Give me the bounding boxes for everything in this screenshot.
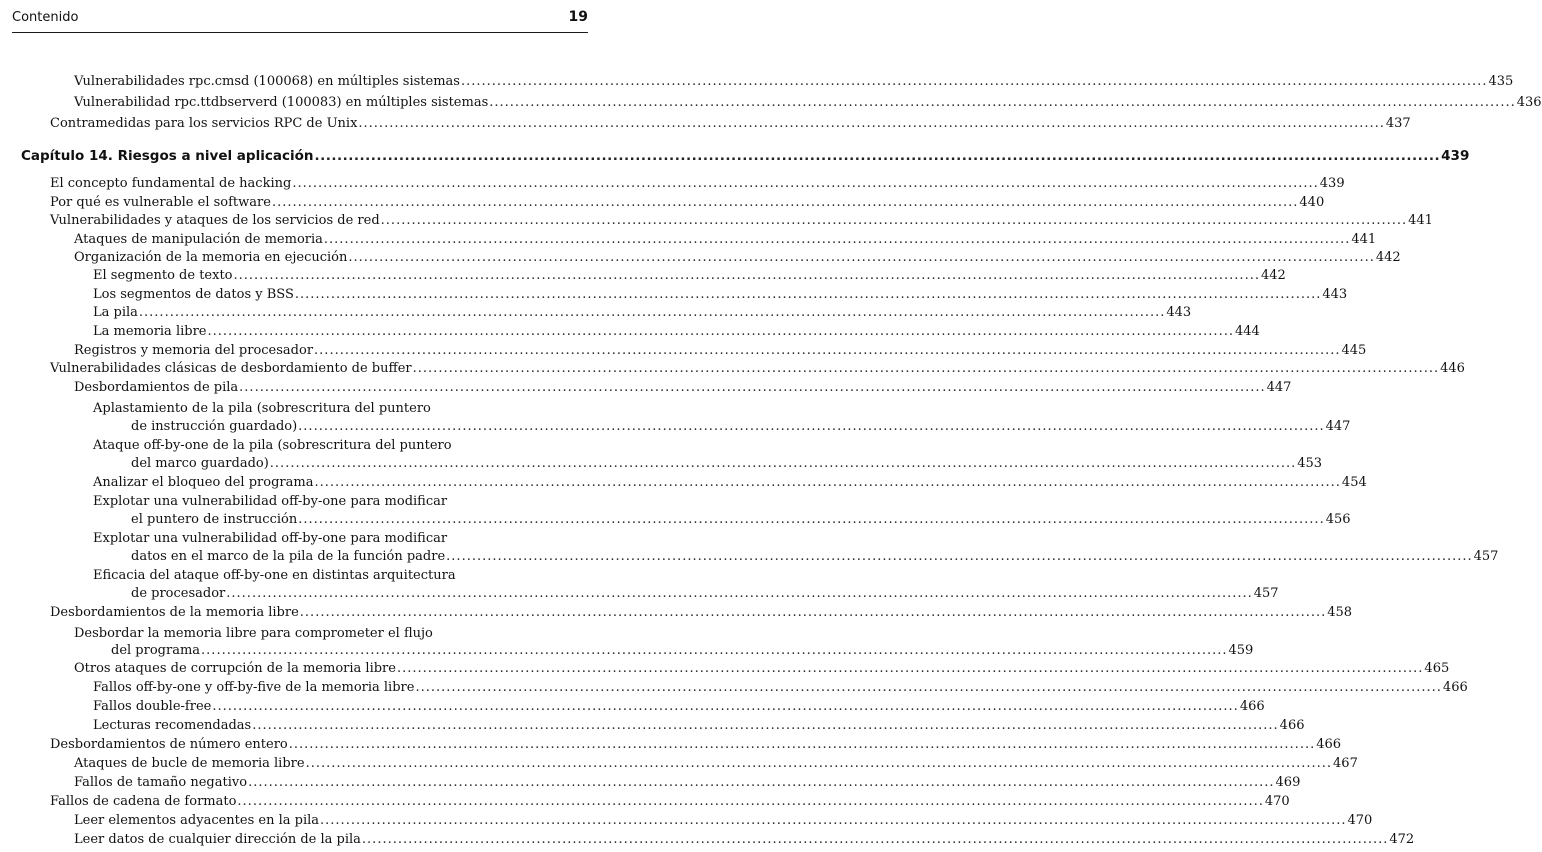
- toc-entry-title: Los segmentos de datos y BSS: [93, 287, 294, 302]
- toc-entry-title: Ataques de bucle de memoria libre: [74, 756, 305, 771]
- toc-entry-page: 444: [1234, 324, 1260, 339]
- toc-leader-dots: ........................................................................................................................................................................................................: [233, 268, 1260, 283]
- toc-entry-page: 446: [1440, 361, 1465, 376]
- toc-leader-dots: ........................................................................................................................................................................................................: [305, 756, 1333, 771]
- toc-entry: [93, 268, 1286, 283]
- toc-entry: [74, 813, 1373, 828]
- toc-entry-page: 466: [1279, 718, 1305, 733]
- toc-leader-dots: ........................................................................................................................................................................................................: [460, 74, 1488, 89]
- toc-entry-line2: [131, 549, 1499, 564]
- toc-entry-title: Leer datos de cualquier dirección de la pila: [74, 832, 361, 847]
- toc-entry-page: 443: [1166, 305, 1192, 320]
- toc-leader-dots: ........................................................................................................................................................................................................: [138, 305, 1166, 320]
- toc-leader-dots: ........................................................................................................................................................................................................: [269, 456, 1297, 471]
- toc-entry-title: Fallos de cadena de formato: [50, 794, 237, 809]
- toc-entry-title: Fallos double-free: [93, 699, 212, 714]
- toc-entry-line2: [131, 456, 1323, 471]
- toc-leader-dots: ........................................................................................................................................................................................................: [358, 116, 1385, 131]
- toc-entry-title: Contramedidas para los servicios RPC de Unix: [50, 116, 358, 131]
- toc-entry-title: Explotar una vulnerabilidad off-by-one para modificar: [93, 494, 448, 509]
- toc-entry-title: Fallos de tamaño negativo: [74, 775, 248, 790]
- toc-entry-title: El concepto fundamental de hacking: [50, 176, 292, 191]
- toc-entry-page: 457: [1253, 586, 1279, 601]
- toc-entry-page: 439: [1319, 176, 1345, 191]
- toc-leader-dots: ........................................................................................................................................................................................................: [298, 512, 1325, 527]
- toc-entry-title-continued: del programa: [111, 643, 201, 658]
- toc-leader-dots: ........................................................................................................................................................................................................: [489, 95, 1516, 110]
- toc-leader-dots: ........................................................................................................................................................................................................: [271, 195, 1299, 210]
- toc-entry: [50, 605, 1353, 620]
- toc-entry: [50, 116, 1411, 131]
- toc-entry-page: 465: [1424, 661, 1450, 676]
- toc-entry-page: 447: [1325, 419, 1351, 434]
- toc-entry-title: Vulnerabilidades rpc.cmsd (100068) en múltiples sistemas: [74, 74, 460, 89]
- toc-entry-line1: [93, 531, 588, 546]
- toc-entry-title-continued: de procesador: [131, 586, 226, 601]
- toc-entry: [93, 680, 1468, 695]
- toc-leader-dots: ........................................................................................................................................................................................................: [226, 586, 1253, 601]
- toc-entry: [74, 74, 1514, 89]
- toc-entry-line2: [131, 419, 1351, 434]
- toc-entry-page: 441: [1351, 232, 1377, 247]
- running-header: [12, 6, 588, 33]
- toc-entry: [93, 324, 1260, 339]
- toc-entry-page: 466: [1442, 680, 1468, 695]
- toc-entry: [74, 661, 1450, 676]
- toc-entry-page: 436: [1516, 95, 1542, 110]
- toc-leader-dots: ........................................................................................................................................................................................................: [294, 287, 1322, 302]
- toc-entry-title: Aplastamiento de la pila (sobrescritura del puntero: [93, 401, 431, 416]
- toc-entry-page: 459: [1228, 643, 1254, 658]
- toc-entry-line2: [131, 512, 1351, 527]
- toc-entry-title: El segmento de texto: [93, 268, 233, 283]
- toc-entry-page: 441: [1408, 213, 1433, 228]
- toc-entry-page: 457: [1473, 549, 1499, 564]
- toc-entry: [93, 475, 1367, 490]
- toc-entry-title: Leer elementos adyacentes en la pila: [74, 813, 320, 828]
- toc-entry: [50, 361, 1465, 376]
- toc-entry-page: 469: [1275, 775, 1301, 790]
- toc-entry-title: Desbordar la memoria libre para comprometer el flujo: [74, 626, 433, 641]
- toc-leader-dots: ........................................................................................................................................................................................................: [446, 549, 1473, 564]
- toc-entry-page: 439: [1441, 148, 1470, 164]
- toc-entry-page: 472: [1389, 832, 1415, 847]
- toc-leader-dots: ........................................................................................................................................................................................................: [412, 361, 1440, 376]
- toc-entry-page: 440: [1299, 195, 1325, 210]
- toc-entry-page: 435: [1488, 74, 1514, 89]
- toc-entry: [50, 737, 1342, 752]
- toc-entry-page: 437: [1385, 116, 1411, 131]
- toc-entry: [74, 832, 1415, 847]
- toc-entry-title: Ataques de manipulación de memoria: [74, 232, 323, 247]
- toc-entry: [74, 250, 1401, 265]
- toc-leader-dots: ........................................................................................................................................................................................................: [288, 737, 1316, 752]
- toc-entry: [93, 699, 1265, 714]
- toc-entry-page: 466: [1239, 699, 1265, 714]
- toc-leader-dots: ........................................................................................................................................................................................................: [292, 176, 1319, 191]
- toc-entry-line2: [131, 586, 1279, 601]
- toc-entry: [74, 756, 1358, 771]
- toc-entry-line1: [93, 494, 588, 509]
- toc-entry-page: 456: [1325, 512, 1351, 527]
- toc-entry-title: Desbordamientos de pila: [74, 380, 239, 395]
- toc-entry-title-continued: el puntero de instrucción: [131, 512, 298, 527]
- toc-entry-title: Explotar una vulnerabilidad off-by-one para modificar: [93, 531, 448, 546]
- toc-entry-page: 443: [1322, 287, 1348, 302]
- toc-leader-dots: ........................................................................................................................................................................................................: [299, 605, 1327, 620]
- toc-leader-dots: ........................................................................................................................................................................................................: [248, 775, 1275, 790]
- toc-entry-title: Otros ataques de corrupción de la memoria libre: [74, 661, 396, 676]
- toc-leader-dots: ........................................................................................................................................................................................................: [320, 813, 1347, 828]
- toc-chapter-title: Capítulo 14. Riesgos a nivel aplicación: [21, 148, 314, 164]
- toc-entry-line1: [93, 438, 588, 453]
- toc-entry: [50, 195, 1325, 210]
- toc-entry-title: Desbordamientos de la memoria libre: [50, 605, 299, 620]
- toc-leader-dots: ........................................................................................................................................................................................................: [314, 475, 1341, 490]
- toc-entry: [93, 305, 1192, 320]
- toc-leader-dots: ........................................................................................................................................................................................................: [239, 380, 1266, 395]
- toc-leader-dots: ........................................................................................................................................................................................................: [396, 661, 1424, 676]
- toc-entry-title: La memoria libre: [93, 324, 207, 339]
- toc-entry: [93, 718, 1305, 733]
- toc-entry-title: Por qué es vulnerable el software: [50, 195, 271, 210]
- toc-entry-page: 466: [1316, 737, 1342, 752]
- toc-entry: [74, 343, 1367, 358]
- toc-entry-title: Fallos off-by-one y off-by-five de la memoria libre: [93, 680, 415, 695]
- toc-leader-dots: ........................................................................................................................................................................................................: [252, 718, 1279, 733]
- toc-entry-page: 442: [1375, 250, 1401, 265]
- toc-entry-page: 447: [1266, 380, 1292, 395]
- toc-entry-title: Vulnerabilidades clásicas de desbordamiento de buffer: [50, 361, 412, 376]
- toc-entry-title: Ataque off-by-one de la pila (sobrescritura del puntero: [93, 438, 452, 453]
- toc-leader-dots: ........................................................................................................................................................................................................: [348, 250, 1375, 265]
- toc-entry: [74, 775, 1301, 790]
- toc-leader-dots: ........................................................................................................................................................................................................: [298, 419, 1325, 434]
- toc-leader-dots: ........................................................................................................................................................................................................: [380, 213, 1408, 228]
- toc-entry-page: 467: [1333, 756, 1358, 771]
- toc-chapter-entry: [21, 148, 1470, 164]
- toc-entry-page: 458: [1327, 605, 1353, 620]
- toc-entry: [74, 380, 1292, 395]
- toc-entry-page: 470: [1264, 794, 1290, 809]
- toc-entry-page: 454: [1341, 475, 1367, 490]
- toc-entry: [93, 287, 1348, 302]
- toc-entry-line1: [74, 626, 588, 641]
- toc-entry: [50, 213, 1433, 228]
- toc-entry-title: La pila: [93, 305, 138, 320]
- toc-entry-title: Desbordamientos de número entero: [50, 737, 288, 752]
- toc-leader-dots: ........................................................................................................................................................................................................: [201, 643, 1228, 658]
- toc-entry-page: 453: [1297, 456, 1323, 471]
- toc-entry-line1: [93, 401, 588, 416]
- toc-entry: [74, 95, 1542, 110]
- toc-entry: [50, 176, 1345, 191]
- toc-entry-title-continued: de instrucción guardado): [131, 419, 298, 434]
- toc-entry-title: Vulnerabilidades y ataques de los servicios de red: [50, 213, 380, 228]
- toc-entry-title: Eficacia del ataque off-by-one en distintas arquitectura: [93, 568, 456, 583]
- toc-leader-dots: ........................................................................................................................................................................................................: [415, 680, 1442, 695]
- toc-leader-dots: ........................................................................................................................................................................................................: [361, 832, 1389, 847]
- toc-entry-page: 442: [1260, 268, 1286, 283]
- toc-leader-dots: ........................................................................................................................................................................................................: [314, 148, 1441, 164]
- toc-leader-dots: ........................................................................................................................................................................................................: [207, 324, 1234, 339]
- toc-entry: [74, 232, 1377, 247]
- toc-entry-line1: [93, 568, 588, 583]
- toc-entry: [50, 794, 1290, 809]
- toc-leader-dots: ........................................................................................................................................................................................................: [314, 343, 1341, 358]
- toc-entry-page: 445: [1341, 343, 1367, 358]
- toc-leader-dots: ........................................................................................................................................................................................................: [323, 232, 1351, 247]
- toc-entry-line2: [111, 643, 1254, 658]
- toc-entry-title: Vulnerabilidad rpc.ttdbserverd (100083) en múltiples sistemas: [74, 95, 489, 110]
- toc-entry-title-continued: datos en el marco de la pila de la función padre: [131, 549, 446, 564]
- toc-entry-title-continued: del marco guardado): [131, 456, 269, 471]
- toc-entry-title: Analizar el bloqueo del programa: [93, 475, 314, 490]
- toc-entry-title: Registros y memoria del procesador: [74, 343, 314, 358]
- toc-entry-title: Lecturas recomendadas: [93, 718, 252, 733]
- toc-leader-dots: ........................................................................................................................................................................................................: [237, 794, 1264, 809]
- running-header-section: Contenido: [12, 10, 79, 25]
- toc-entry-title: Organización de la memoria en ejecución: [74, 250, 348, 265]
- toc-leader-dots: ........................................................................................................................................................................................................: [212, 699, 1239, 714]
- page-number: 19: [568, 9, 588, 25]
- toc-entry-page: 470: [1347, 813, 1373, 828]
